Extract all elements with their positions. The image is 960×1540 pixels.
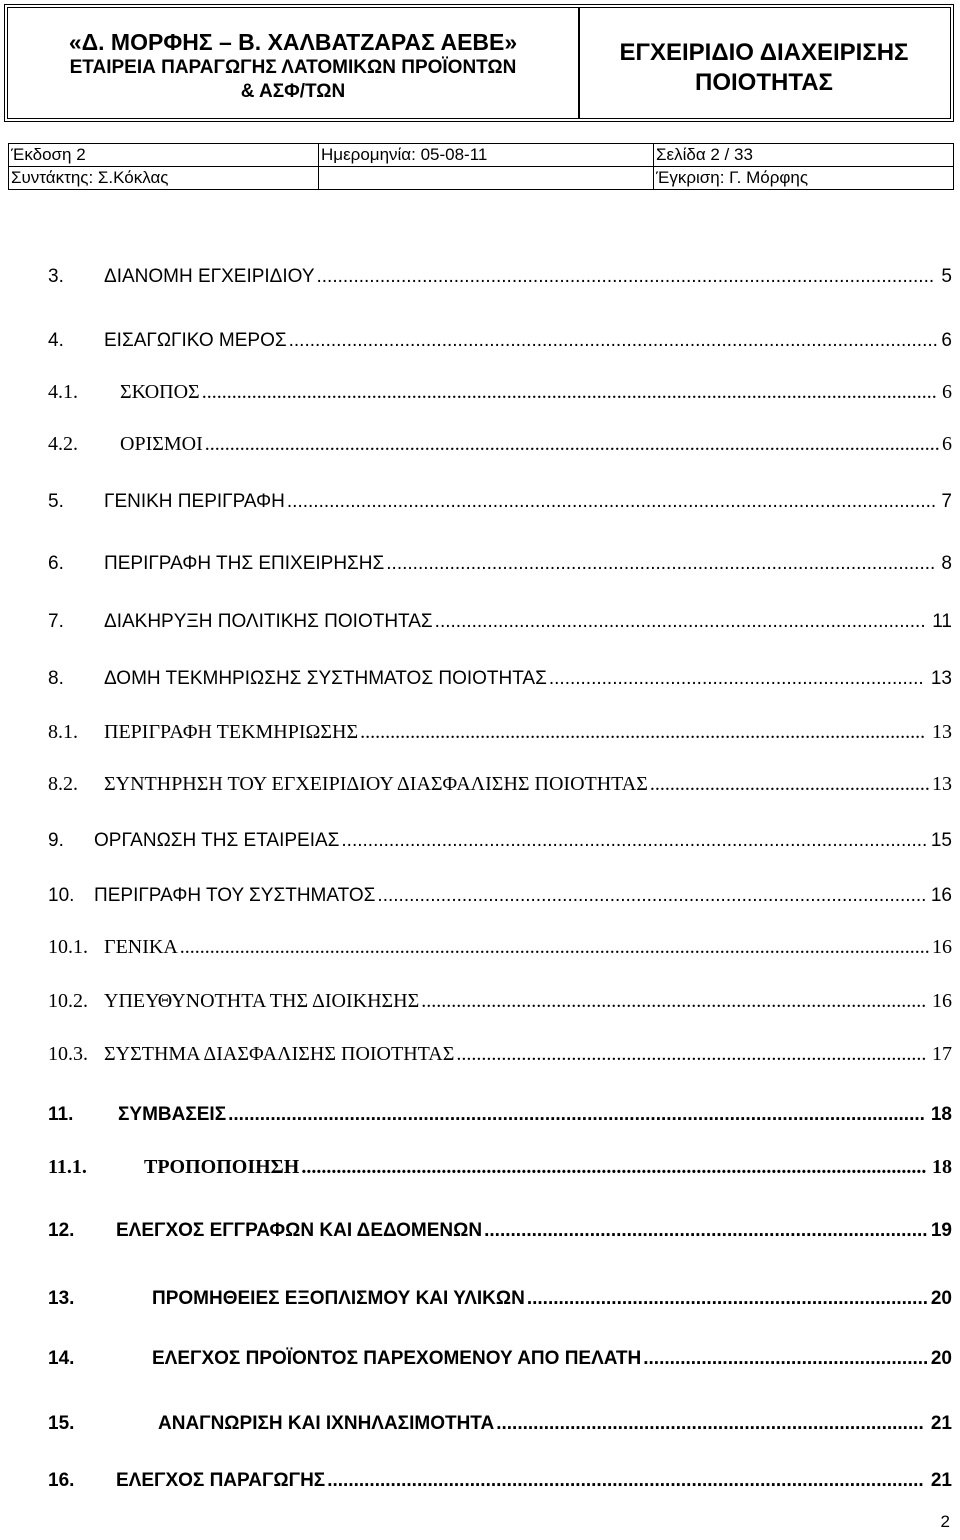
toc-entry-number: 3.	[48, 266, 64, 287]
toc-dot-leader: ...................................................................................................................................................	[201, 381, 937, 403]
toc-entry-page: 21	[930, 1470, 952, 1491]
toc-entry-number: 8.1.	[48, 721, 78, 743]
toc-entry-page: 16	[932, 990, 952, 1012]
toc-dot-leader: .......................................................................	[548, 668, 924, 689]
company-name: «Δ. ΜΟΡΦΗΣ – Β. ΧΑΛΒΑΤΖΑΡΑΣ ΑΕΒΕ»	[68, 29, 518, 55]
toc-entry[interactable]	[0, 1036, 960, 1066]
document-title-cont: ΠΟΙΟΤΗΤΑΣ	[695, 69, 833, 96]
toc-entry-number: 11.	[48, 1104, 74, 1125]
toc-entry-title: ΟΡΙΣΜΟΙ	[120, 433, 203, 455]
toc-entry-number: 10.3.	[48, 1043, 88, 1065]
toc-entry-page: 13	[932, 773, 952, 795]
company-description: ΕΤΑΙΡΕΙΑ ΠΑΡΑΓΩΓΗΣ ΛΑΤΟΜΙΚΩΝ ΠΡΟΪΟΝΤΩΝ	[69, 57, 517, 78]
toc-entry-number: 10.1.	[48, 936, 88, 958]
toc-entry-title: ΥΠΕΥΘΥΝΟΤΗΤΑ ΤΗΣ ΔΙΟΙΚΗΣΗΣ	[104, 990, 420, 1012]
toc-entry[interactable]	[0, 545, 960, 575]
toc-entry-title: ΟΡΓΑΝΩΣΗ ΤΗΣ ΕΤΑΙΡΕΙΑΣ	[94, 830, 340, 851]
toc-entry-title: ΕΛΕΓΧΟΣ ΠΑΡΑΓΩΓΗΣ	[116, 1470, 326, 1491]
toc-entry-title: ΔΟΜΗ ΤΕΚΜΗΡΙΩΣΗΣ ΣΥΣΤΗΜΑΤΟΣ ΠΟΙΟΤΗΤΑΣ	[104, 668, 547, 689]
toc-entry-title: ΔΙΑΚΗΡΥΞΗ ΠΟΛΙΤΙΚΗΣ ΠΟΙΟΤΗΤΑΣ	[104, 611, 433, 632]
toc-dot-leader: .............................................................................................................................	[301, 1156, 927, 1178]
toc-entry-title: ΓΕΝΙΚΑ	[104, 936, 178, 958]
toc-entry-page: 6	[942, 381, 952, 403]
toc-entry-number: 4.2.	[48, 433, 78, 455]
toc-entry-page: 11	[932, 611, 952, 632]
toc-entry-number: 7.	[48, 611, 64, 632]
toc-entry-title: ΣΥΜΒΑΣΕΙΣ	[118, 1104, 227, 1125]
toc-dot-leader: ........................................................................................................	[377, 885, 927, 906]
toc-entry[interactable]	[0, 374, 960, 404]
toc-dot-leader: ...........................................................................................................................	[286, 491, 937, 512]
toc-entry[interactable]	[0, 483, 960, 513]
toc-dot-leader: .................................................................................	[496, 1413, 924, 1434]
toc-dot-leader: ........................................................................................................	[386, 553, 936, 574]
toc-entry-title: ΠΕΡΙΓΡΑΦΗ ΤΗΣ ΕΠΙΧΕΙΡΗΣΗΣ	[104, 553, 385, 574]
toc-dot-leader: ............................................................................	[526, 1288, 929, 1309]
toc-entry-title: ΣΥΝΤΗΡΗΣΗ ΤΟΥ ΕΓΧΕΙΡΙΔΙΟΥ ΔΙΑΣΦΑΛΙΣΗΣ ΠΟΙΟΤΗΤΑΣ	[104, 773, 648, 795]
toc-entry-title: ΔΙΑΝΟΜΗ ΕΓΧΕΙΡΙΔΙΟΥ	[104, 266, 315, 287]
toc-entry[interactable]	[0, 1405, 960, 1435]
toc-entry-page: 21	[930, 1413, 952, 1434]
toc-dot-leader: ....................................................................................	[484, 1220, 928, 1241]
toc-entry-page: 16	[932, 936, 952, 958]
toc-entry-number: 10.2.	[48, 990, 88, 1012]
toc-entry[interactable]	[0, 877, 960, 907]
toc-dot-leader: ....................................................................................................................................	[228, 1104, 925, 1125]
toc-dot-leader: ..............................................................................................	[456, 1043, 927, 1065]
toc-dot-leader: ......................................................................................................................................................	[179, 936, 930, 958]
toc-entry-page: 16	[930, 885, 952, 906]
toc-dot-leader: ...............................................................................................................	[341, 830, 928, 851]
toc-entry-number: 9.	[48, 830, 64, 851]
toc-entry-number: 4.1.	[48, 381, 78, 403]
toc-dot-leader: ...........................................................................................................................	[288, 330, 938, 351]
toc-entry-page: 13	[932, 721, 952, 743]
page-cell: Σελίδα 2 / 33	[654, 144, 954, 167]
toc-entry-title: ΕΙΣΑΓΩΓΙΚΟ ΜΕΡΟΣ	[104, 330, 287, 351]
author-cell: Συντάκτης: Σ.Κόκλας	[9, 167, 319, 190]
toc-entry-page: 18	[932, 1156, 952, 1178]
toc-entry-number: 13.	[48, 1288, 75, 1309]
toc-entry-title: ΠΡΟΜΗΘΕΙΕΣ ΕΞΟΠΛΙΣΜΟΥ ΚΑΙ ΥΛΙΚΩΝ	[152, 1288, 525, 1309]
toc-entry-page: 18	[930, 1104, 952, 1125]
approval-cell: Έγκριση: Γ. Μόρφης	[654, 167, 954, 190]
toc-entry-page: 6	[942, 433, 952, 455]
toc-dot-leader: .................................................................................................................	[360, 721, 926, 743]
toc-dot-leader: ........................................................	[649, 773, 930, 795]
toc-entry[interactable]	[0, 766, 960, 796]
toc-entry-number: 5.	[48, 491, 64, 512]
toc-entry-page: 17	[932, 1043, 952, 1065]
date-cell: Ημερομηνία: 05-08-11	[319, 144, 654, 167]
toc-entry[interactable]	[0, 1280, 960, 1310]
toc-entry-number: 10.	[48, 885, 75, 906]
toc-dot-leader: .................................................................................................................	[327, 1470, 924, 1491]
company-description-cont: & ΑΣΦ/ΤΩΝ	[240, 81, 346, 102]
toc-dot-leader: .............................................................................................	[434, 611, 926, 632]
document-title: ΕΓΧΕΙΡΙΔΙΟ ΔΙΑΧΕΙΡΙΣΗΣ	[619, 39, 909, 66]
toc-entry-page: 8	[941, 553, 952, 574]
toc-dot-leader: ...................................................................................................................................................	[204, 433, 940, 455]
toc-entry-title: ΕΛΕΓΧΟΣ ΠΡΟΪΟΝΤΟΣ ΠΑΡΕΧΟΜΕΝΟΥ ΑΠΟ ΠΕΛΑΤΗ	[152, 1348, 642, 1369]
toc-entry-title: ΑΝΑΓΝΩΡΙΣΗ ΚΑΙ ΙΧΝΗΛΑΣΙΜΟΤΗΤΑ	[158, 1413, 495, 1434]
toc-entry[interactable]	[0, 714, 960, 744]
toc-entry-title: ΠΕΡΙΓΡΑΦΗ ΤΟΥ ΣΥΣΤΗΜΑΤΟΣ	[94, 885, 376, 906]
toc-entry-title: ΕΛΕΓΧΟΣ ΕΓΓΡΑΦΩΝ ΚΑΙ ΔΕΔΟΜΕΝΩΝ	[116, 1220, 483, 1241]
toc-entry[interactable]	[0, 983, 960, 1013]
toc-entry-title: ΣΥΣΤΗΜΑ ΔΙΑΣΦΑΛΙΣΗΣ ΠΟΙΟΤΗΤΑΣ	[104, 1043, 455, 1065]
toc-entry[interactable]	[0, 258, 960, 288]
toc-entry[interactable]	[0, 1096, 960, 1126]
page-number: 2	[940, 1512, 950, 1531]
toc-entry[interactable]	[0, 1462, 960, 1492]
toc-entry-page: 19	[930, 1220, 952, 1241]
toc-entry[interactable]	[0, 322, 960, 352]
toc-entry[interactable]	[0, 822, 960, 852]
toc-entry-page: 6	[941, 330, 952, 351]
toc-entry-title: ΣΚΟΠΟΣ	[120, 381, 200, 403]
toc-dot-leader: .....................................................................................................	[421, 990, 927, 1012]
toc-entry-page: 5	[941, 266, 952, 287]
toc-entry-page: 7	[941, 491, 952, 512]
toc-entry[interactable]	[0, 1212, 960, 1242]
toc-entry-page: 13	[930, 668, 952, 689]
toc-entry-page: 15	[930, 830, 952, 851]
toc-entry-number: 8.	[48, 668, 64, 689]
toc-entry[interactable]	[0, 1149, 960, 1179]
toc-entry[interactable]	[0, 660, 960, 690]
toc-entry-title: ΤΡΟΠΟΠΟΙΗΣΗ	[144, 1156, 300, 1178]
toc-entry-number: 6.	[48, 553, 64, 574]
toc-entry-number: 14.	[48, 1348, 75, 1369]
toc-entry-title: ΠΕΡΙΓΡΑΦΗ ΤΕΚΜΗΡΙΩΣΗΣ	[104, 721, 359, 743]
toc-dot-leader: ......................................................	[643, 1348, 929, 1369]
toc-entry-number: 12.	[48, 1220, 75, 1241]
toc-entry[interactable]	[0, 929, 960, 959]
toc-entry[interactable]	[0, 426, 960, 456]
toc-entry-number: 8.2.	[48, 773, 78, 795]
toc-entry[interactable]	[0, 1340, 960, 1370]
toc-entry-title: ΓΕΝΙΚΗ ΠΕΡΙΓΡΑΦΗ	[104, 491, 285, 512]
toc-entry-number: 4.	[48, 330, 64, 351]
toc-entry-number: 15.	[48, 1413, 75, 1434]
toc-dot-leader: .....................................................................................................................	[316, 266, 935, 287]
toc-entry-page: 20	[930, 1348, 952, 1369]
edition-cell: Έκδοση 2	[9, 144, 319, 167]
toc-entry-page: 20	[930, 1288, 952, 1309]
toc-entry-number: 11.1.	[48, 1156, 87, 1178]
toc-entry[interactable]	[0, 603, 960, 633]
toc-entry-number: 16.	[48, 1470, 75, 1491]
